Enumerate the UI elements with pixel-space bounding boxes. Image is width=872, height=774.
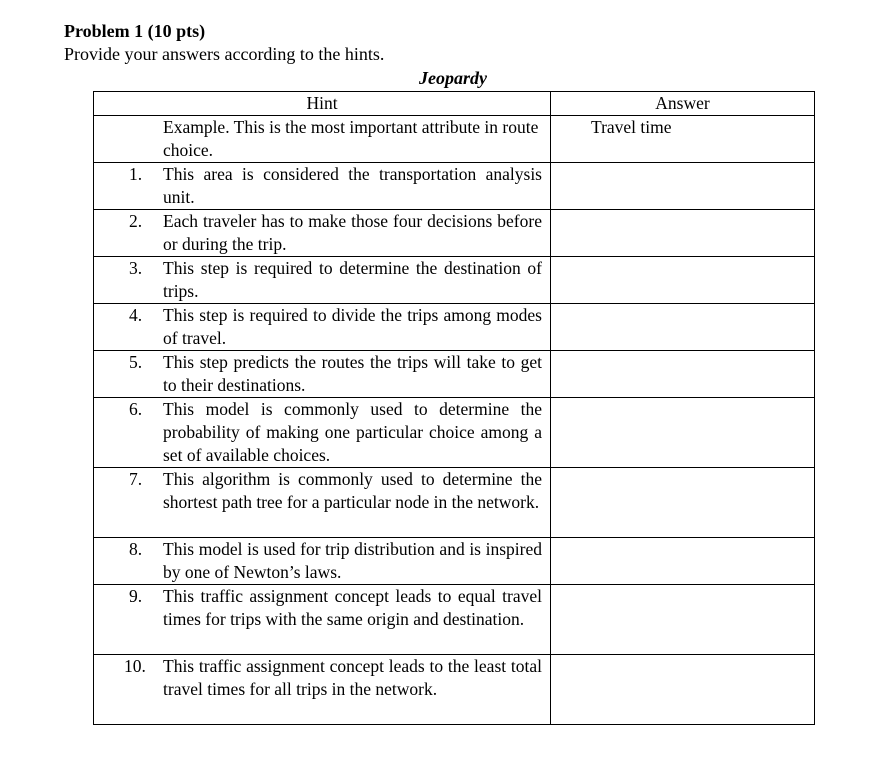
problem-title: Problem 1 (10 pts) — [64, 21, 206, 41]
table-header-row — [94, 92, 815, 116]
answer-cell[interactable] — [551, 304, 815, 351]
hint-text: This algorithm is commonly used to determine the shortest path tree for a particular node in the network. — [163, 469, 542, 512]
row-number: 1. — [129, 164, 143, 184]
hint-text: Each traveler has to make those four decisions before or during the trip. — [163, 211, 542, 254]
row-number: 4. — [129, 305, 143, 325]
answer-cell[interactable] — [551, 163, 815, 210]
jeopardy-table — [93, 91, 815, 725]
hint-text: This area is considered the transportation analysis unit. — [163, 164, 542, 207]
hint-cell — [94, 398, 551, 468]
table-row — [94, 304, 815, 351]
answer-cell[interactable] — [551, 351, 815, 398]
hint-cell — [94, 538, 551, 585]
row-number: 10. — [124, 656, 146, 676]
table-row — [94, 655, 815, 725]
answer-cell[interactable] — [551, 538, 815, 585]
example-row — [94, 116, 815, 163]
table-row — [94, 538, 815, 585]
hint-cell — [94, 585, 551, 655]
row-number: 3. — [129, 258, 143, 278]
example-answer-text: Travel time — [591, 117, 672, 137]
hint-cell — [94, 351, 551, 398]
example-hint-text: Example. This is the most important attribute in route choice. — [163, 117, 539, 160]
table-caption: Jeopardy — [419, 68, 487, 88]
row-number: 8. — [129, 539, 143, 559]
hint-cell — [94, 468, 551, 538]
answer-cell[interactable] — [551, 655, 815, 725]
hint-cell — [94, 163, 551, 210]
answer-cell[interactable] — [551, 468, 815, 538]
hint-text: This traffic assignment concept leads to the least total travel times for all trips in the network. — [163, 656, 542, 699]
row-number: 9. — [129, 586, 143, 606]
hint-text: This model is commonly used to determine the probability of making one particular choice among a set of available choices. — [163, 399, 542, 465]
hint-cell — [94, 210, 551, 257]
row-number: 2. — [129, 211, 143, 231]
table-row — [94, 585, 815, 655]
hint-cell — [94, 304, 551, 351]
hint-cell — [94, 655, 551, 725]
table-row — [94, 351, 815, 398]
answer-cell[interactable] — [551, 398, 815, 468]
table-row — [94, 210, 815, 257]
hint-text: This step predicts the routes the trips will take to get to their destinations. — [163, 352, 542, 395]
table-row — [94, 398, 815, 468]
table-row — [94, 257, 815, 304]
row-number: 6. — [129, 399, 143, 419]
answer-cell[interactable] — [551, 585, 815, 655]
answer-cell[interactable] — [551, 257, 815, 304]
example-answer-cell[interactable] — [551, 116, 815, 163]
answer-column-header: Answer — [551, 92, 815, 116]
hint-text: This step is required to determine the destination of trips. — [163, 258, 542, 301]
instructions-text: Provide your answers according to the hints. — [64, 44, 385, 64]
hint-text: This model is used for trip distribution and is inspired by one of Newton’s laws. — [163, 539, 542, 582]
row-number: 5. — [129, 352, 143, 372]
hint-text: This step is required to divide the trips among modes of travel. — [163, 305, 542, 348]
hint-column-header: Hint — [94, 92, 551, 116]
table-row — [94, 468, 815, 538]
table-row — [94, 163, 815, 210]
hint-text: This traffic assignment concept leads to equal travel times for trips with the same origin and destination. — [163, 586, 542, 629]
row-number: 7. — [129, 469, 143, 489]
answer-cell[interactable] — [551, 210, 815, 257]
example-hint-cell — [94, 116, 551, 163]
hint-cell — [94, 257, 551, 304]
